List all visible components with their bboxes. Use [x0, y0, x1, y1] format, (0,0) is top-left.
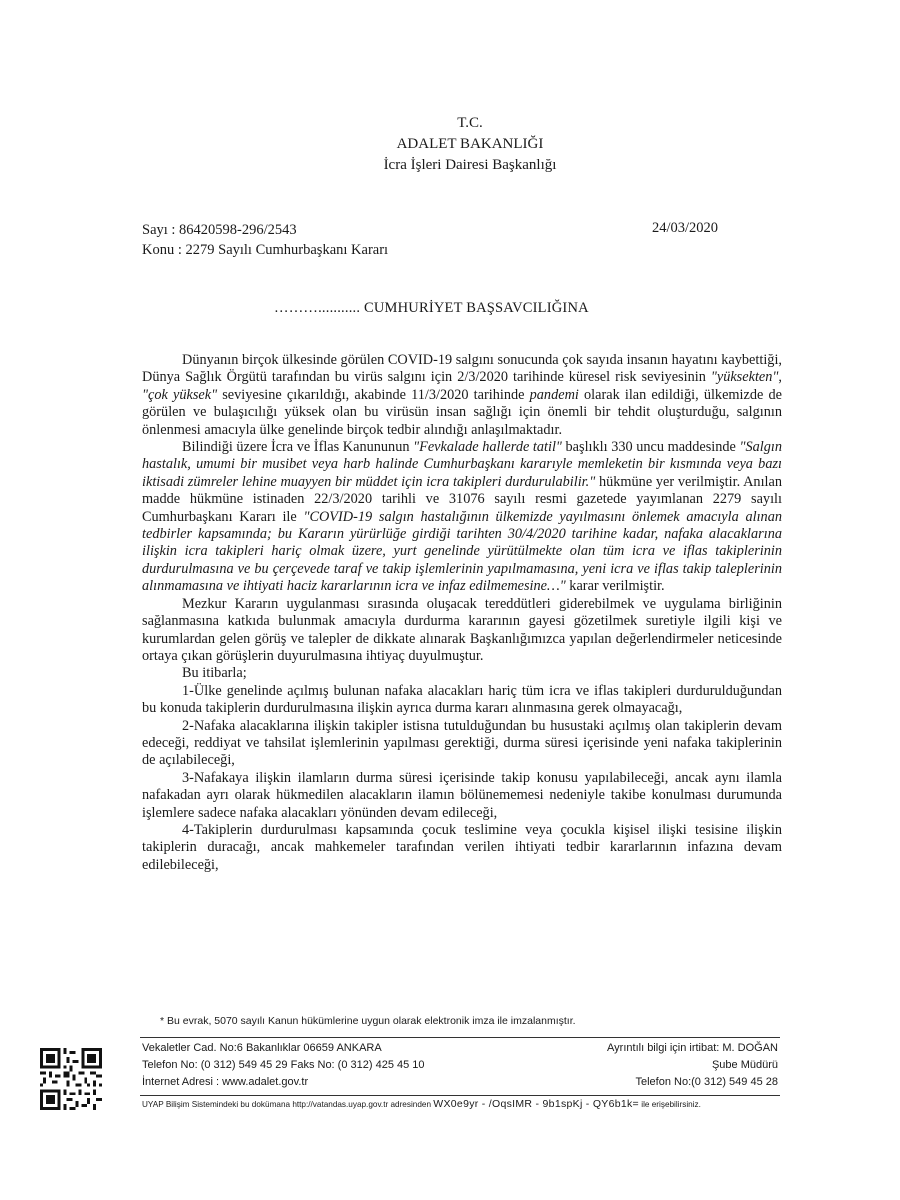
uyap-verification-line: [142, 1098, 701, 1110]
paragraph-6: 2-Nafaka alacaklarına ilişkin takipler istisna tutulduğundan bu husustaki açılmış olan takiplerin devam edeceği, reddiyat ve tahsilat işlemlerinin yapılması gerektiği, durma süresi içerisinde yeni nafaka takiplerinin de açılabileceği,: [142, 717, 782, 769]
document-meta: [142, 220, 388, 260]
ministry-address-block: [142, 1040, 425, 1091]
paragraph-4: Bu itibarla;: [182, 665, 247, 682]
paragraph-2: Bilindiği üzere İcra ve İflas Kanununun "Fevkalade hallerde tatil" başlıklı 330 uncu maddesinde "Salgın hastalık, umumi bir musibet veya harb halinde Cumhurbaşkanı kararıyle memleketin bir kısmında veya bazı iktisadi zümreler lehine muayyen bir müddet için icra takipleri durdurulabilir." hükmüne yer verilmiştir. Anılan madde hükmüne istinaden 22/3/2020 tarihli ve 31076 sayılı resmi gazetede yayımlanan 2279 sayılı Cumhurbaşkanı Kararı ile "COVID-19 salgın hastalığının ülkemizde yayılmasını önlemek amacıyla alınan tedbirler kapsamında; bu Kararın yürürlüğe girdiği tarihten 30/4/2020 tarihine kadar, nafaka alacaklarına ilişkin icra takipleri hariç olmak üzere, yurt genelinde yürütülmekte olan tüm icra ve iflas takiplerinin durdurulmasına ve bu çerçevede taraf ve takip işlemlerinin yapılmamasına, yeni icra ve iflas takip taleplerinin alınmamasına ve ihtiyati haciz kararlarının icra ve infaz edilmemesine…" karar verilmiştir.: [142, 439, 783, 595]
contact-block: [607, 1040, 778, 1091]
header-tc: T.C.: [457, 115, 483, 131]
contact-phone: Telefon No:(0 312) 549 45 28: [635, 1076, 778, 1088]
contact-title: Şube Müdürü: [711, 1059, 778, 1071]
address-line: Vekaletler Cad. No:6 Bakanlıklar 06659 ANKARA: [142, 1042, 382, 1054]
document-date: 24/03/2020: [652, 220, 719, 236]
letterhead: [0, 113, 900, 176]
paragraph-3: Mezkur Kararın uygulanması sırasında oluşacak tereddütleri giderebilmek ve uygulama birliğinin sağlanmasına katkıda bulunmak amacıyla durdurma kararının gayesi gözetilmek suretiyle ilgili kişi ve kurumlardan gelen görüş ve talepler de dikkate alınarak Başkanlığımızca yapılan değerlendirmeler neticesinde ortaya çıkan görüşlerin duyurulmasına ihtiyaç duyulmuştur.: [142, 595, 782, 664]
qr-code-icon: [40, 1048, 102, 1110]
recipient-line: ………........... CUMHURİYET BAŞSAVCILIĞINA: [274, 300, 589, 316]
paragraph-7: 3-Nafakaya ilişkin ilamların durma süresi içerisinde takip konusu yapılabileceği, ancak aynı ilamla nafakadan ayrı olarak hükmedilen alacakların ilamın bölünememesi nedeniyle takibe konulması durumunda işlemlere sadece nafaka alacakları yönünden devam edileceği,: [142, 769, 782, 821]
uyap-suffix: ile erişebilirsiniz.: [641, 1100, 701, 1109]
footer-divider-top: [140, 1037, 780, 1038]
header-department: İcra İşleri Dairesi Başkanlığı: [383, 157, 557, 173]
document-body: [142, 352, 782, 874]
uyap-prefix: UYAP Bilişim Sistemindeki bu dokümana http://vatandas.uyap.gov.tr adresinden: [142, 1100, 431, 1109]
e-signature-note: * Bu evrak, 5070 sayılı Kanun hükümlerine uygun olarak elektronik imza ile imzalanmıştır.: [160, 1015, 576, 1027]
sayi-line: Sayı : 86420598-296/2543: [142, 222, 297, 238]
phone-fax-line: Telefon No: (0 312) 549 45 29 Faks No: (0 312) 425 45 10: [142, 1059, 425, 1071]
contact-person: Ayrıntılı bilgi için irtibat: M. DOĞAN: [607, 1042, 778, 1054]
paragraph-5: 1-Ülke genelinde açılmış bulunan nafaka alacakları hariç tüm icra ve iflas takipleri durdurulduğundan bu konuda takiplerin durdurulmasına ilişkin ayrıca durma kararı alınmasına gerek olmayacağı,: [142, 682, 782, 717]
footer-divider-bottom: [140, 1095, 780, 1096]
paragraph-1: Dünyanın birçok ülkesinde görülen COVID-19 salgını sonucunda çok sayıda insanın hayatını kaybettiği, Dünya Sağlık Örgütü tarafından bu virüs salgını için 2/3/2020 tarihinde küresel risk seviyesinin "yüksekten", "çok yüksek" seviyesine çıkarıldığı, akabinde 11/3/2020 tarihinde pandemi olarak ilan edildiği, ülkemizde de görülen ve bulaşıcılığı yüksek olan bu virüsün insan sağlığı için önemli bir tehdit oluşturduğu, salgının önlenmesi amacıyla ülke genelinde birçok tedbir alındığı anlaşılmaktadır.: [142, 352, 782, 438]
uyap-verification-code: WX0e9yr - /OqsIMR - 9b1spKj - QY6b1k=: [433, 1098, 639, 1110]
paragraph-8: 4-Takiplerin durdurulması kapsamında çocuk teslimine veya çocukla kişisel ilişki tesisine ilişkin takiplerin duracağı, ancak mahkemeler tarafından verilen ihtiyati tedbir kararlarının infazına devam edilebileceği,: [142, 821, 782, 873]
website-line: İnternet Adresi : www.adalet.gov.tr: [142, 1076, 309, 1088]
konu-line: Konu : 2279 Sayılı Cumhurbaşkanı Kararı: [142, 242, 389, 258]
header-ministry: ADALET BAKANLIĞI: [396, 136, 544, 152]
